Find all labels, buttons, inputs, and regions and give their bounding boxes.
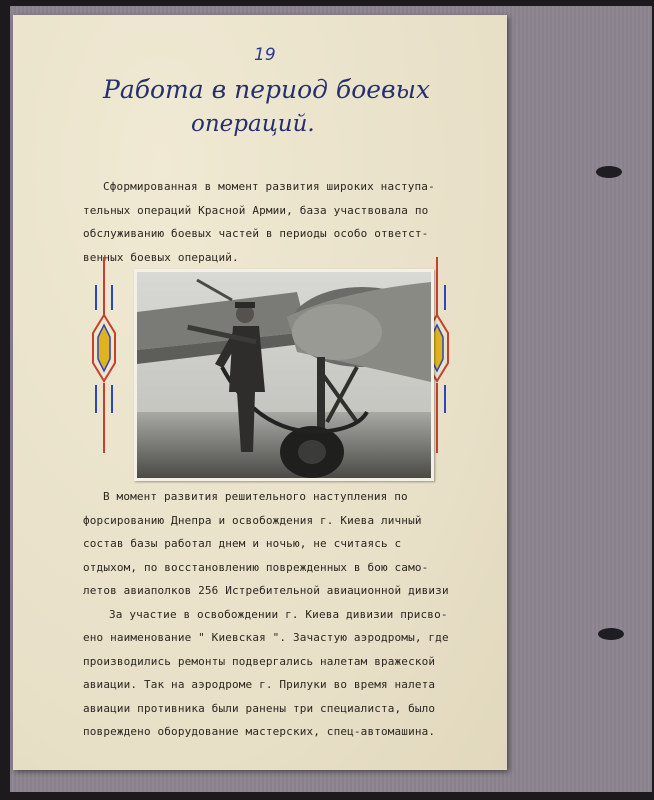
text-line: производились ремонты подвергались налетам вражеской [83, 654, 436, 668]
paragraph-intro [83, 175, 483, 269]
title-line-2: операций. [191, 111, 315, 138]
text-line: форсированию Днепра и освобождения г. Киева личный [83, 513, 422, 527]
text-line: авиации. Так на аэродроме г. Прилуки во время налета [83, 678, 436, 691]
page-title [103, 72, 443, 142]
text-line: летов авиаполков 256 Истребительной авиационной дивизи [83, 584, 449, 597]
text-line: Сформированная в момент развития широких наступа- [103, 180, 435, 193]
text-line: ено наименование " Киевская ". Зачастую аэродромы, где [83, 631, 449, 644]
text-line: тельных операций Красной Армии, база участвовала по [83, 203, 429, 217]
text-line: За участие в освобождении г. Киева дивизии присво- [109, 607, 448, 621]
page-number: 19 [254, 45, 276, 65]
photograph [134, 269, 434, 481]
text-line: венных боевых операций. [83, 250, 239, 264]
document-page [13, 15, 507, 770]
title-line-1: Работа в период боевых [103, 75, 431, 104]
text-line: повреждено оборудование мастерских, спец-автомашина. [83, 725, 436, 738]
binder-hole [598, 628, 624, 640]
text-line: обслуживанию боевых частей в периоды особо ответст- [83, 227, 429, 240]
binder-hole [596, 166, 622, 178]
aircraft-mechanic-photo [137, 272, 431, 478]
text-line: В момент развития решительного наступления по [103, 490, 408, 503]
paragraph-kiev [83, 485, 483, 744]
folk-ornament-left [91, 255, 117, 455]
text-line: авиации противника были ранены три специалиста, было [83, 701, 436, 715]
text-line: состав базы работал днем и ночью, не считаясь с [83, 537, 402, 550]
text-line: отдыхом, по восстановлению поврежденных в бою само- [83, 560, 429, 574]
